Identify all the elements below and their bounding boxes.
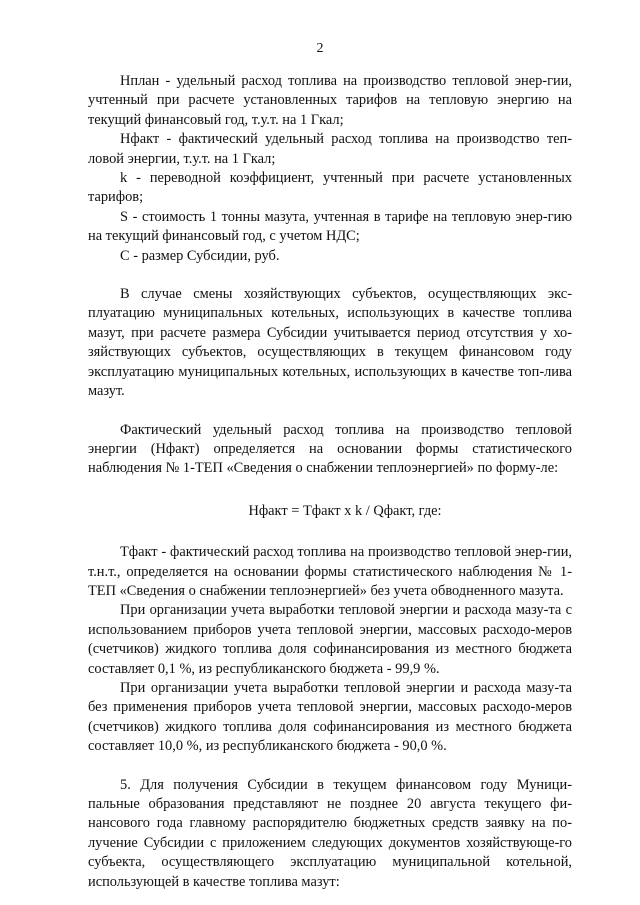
paragraph-with-meters: При организации учета выработки тепловой энергии и расхода мазу-та с использованием приборов учета тепловой энергии, массовых расходо-меров (счетчиков) жидкого топлива доля софинансирования из местного бюджета составляет 0,1 %, из республиканского бюджета - 99,9 %.: [88, 602, 572, 677]
definition-k: k - переводной коэффициент, учтенный при расчете установленных тарифов;: [88, 170, 572, 206]
paragraph-actual-consumption: Фактический удельный расход топлива на производство тепловой энергии (Нфакт) определяется на основании формы статистического наблюдения № 1-ТЕП «Сведения о снабжении теплоэнергией» по форму-ле:: [88, 421, 572, 477]
definition-tfakt: Тфакт - фактический расход топлива на производство тепловой энер-гии, т.н.т., определяется на основании формы статистического наблюдения № 1-ТЕП «Сведения о снабжении теплоэнергией» без учета обводненного мазута.: [88, 544, 572, 599]
definition-nplan: Нплан - удельный расход топлива на производство тепловой энер-гии, учтенный при расчете установленных тарифов на тепловую энергию на текущий финансовый год, т.у.т. на 1 Гкал;: [88, 73, 572, 128]
definition-s: S - стоимость 1 тонны мазута, учтенная в тарифе на тепловую энер-гию на текущий финансовый год, с учетом НДС;: [88, 208, 572, 245]
paragraph-section-5: 5. Для получения Субсидии в текущем финансовом году Муници-пальные образования представляют не позднее 20 августа текущего фи-нансового года главному распорядителю бюджетных средств заявку на по-лучение Субсидии с приложением следующих документов хозяйствующе-го субъекта, осуществляющего эксплуатацию муниципальной котельной, использующей в качестве топлива мазут:: [88, 776, 572, 890]
definition-nfakt: Нфакт - фактический удельный расход топлива на производство теп-ловой энергии, т.у.т. на 1 Гкал;: [88, 131, 572, 167]
page-number: 2: [316, 41, 324, 56]
paragraph-change-of-entities: В случае смены хозяйствующих субъектов, осуществляющих экс-плуатацию муниципальных котельных, использующих в качестве топлива мазут, при расчете размера Субсидии учитывается период отсутствия у хо-зяйствующих субъектов, осуществляющих в текущем финансовом году эксплуатацию муниципальных котельных, использующих в качестве топ-лива мазут.: [88, 286, 572, 400]
formula: Нфакт = Тфакт x k / Qфакт, где:: [248, 502, 442, 519]
paragraph-without-meters: При организации учета выработки тепловой энергии и расхода мазу-та без применения приборов учета тепловой энергии, массовых расходо-меров (счетчиков) жидкого топлива доля софинансирования из местного бюджета составляет 10,0 %, из республиканского бюджета - 90,0 %.: [88, 679, 572, 755]
definition-c: С - размер Субсидии, руб.: [120, 247, 280, 264]
document-body: [88, 72, 572, 892]
